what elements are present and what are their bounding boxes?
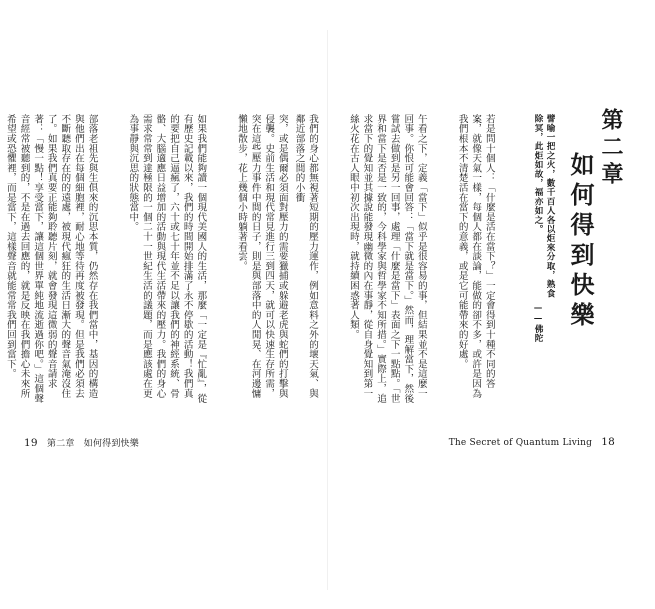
- left-page-footer: [24, 436, 139, 449]
- epigraph-source: ——佛陀: [533, 303, 543, 343]
- page-number: 19: [24, 437, 38, 449]
- chapter-label: 第二章: [598, 108, 624, 189]
- running-head-chapter: 第二章: [46, 439, 75, 449]
- paragraph: 如果我們能夠讀一個現代美國人的生活，那麼「一定是『忙亂』，從有歷史記載以來，我們的時間開始排滿了永不停歇的活動！我們真的要把自己逼瘋了，六十或七十年並不足以讓我們的神經系統、骨骼、大腦適應日益增加的活動與現代生活帶來的壓力。我們的身心需求常常到達極限的一個二十一世紀生活的議題，而是應該處在更為事靜與沉思的狀態當中。: [127, 114, 207, 404]
- page-number: 18: [601, 436, 615, 448]
- right-page-footer: [449, 436, 615, 448]
- paragraph: 突，或是偶爾必須面對壓力的需要獵捕或躲避老虎與蛇們的打擊與侵襲。史前生活和現代常見進行三到四天，就可以快速生存所需，突在這些壓力事件中間的日子，則是與部落中的人閒晃、在河邊慵懶地散步，花上幾個小時躺著看雲。: [236, 114, 288, 399]
- running-head-book-title: The Secret of Quantum Living: [448, 438, 593, 448]
- left-page-body: [4, 114, 316, 406]
- paragraph: 部落老祖先與生俱來的沉思本質，仍然存在我們當中，基因的構造與他們出在每個細胞裡，耐心地等待再度被發現。但是我們必須去不斷聽取存在的的遠處，被現代瘋狂的生活日漸大的聲音氣淹沒住了。如果我們真要正能夠聆聽片刻，就會發現這微弱的聲音請求著：「慢一點！享受當下，讓這個世界單純地流逝過你吧。」這個聲音經常被聽到的，不是在過去回應的，就是反映在我們擔心未來所希望或恐懼裡，而是當下，這樣聲音就能常常我們回到當下。: [4, 114, 98, 404]
- paragraph: 午看之下，定義「當下」似乎是很容易的事，但結果並不是這麼一回事。你恨可能會回答：「當下就是當下。」然而，理解當下，然後嘗試去做到是另一回事，處理「什麼是當下」表面之下一點點。「世界和當下是否是一致的，今科學家與哲學家不知所措。」實際上，追求當下的覺知並其據說能發現幽微的內在事靜，從自身覺知到第一絲火花在古人眼中初次出現時，就持續困惑著人類。: [347, 114, 427, 404]
- epigraph-quote: 譬喻一把之火，數千百人各以炬來分取，熟食除冥，此炬如故，福亦如之。: [533, 114, 555, 298]
- chapter-title: 如何得到快樂: [566, 152, 595, 332]
- running-head-title: 如何得到快樂: [83, 439, 139, 449]
- paragraph: 我們的身心都無視著短期的壓力運作，例如意料之外的壞天氣、與鄰近部落之間的小衝: [293, 114, 319, 399]
- right-page-body: [293, 114, 523, 406]
- paragraph: 若是問十個人：「什麼是活在當下？」一定會得到十種不同的答案，就像天氣一樣，每個人都在談論，能做的卻不多，或許是因為我們根本不清楚活在當下的意義，或是它可能帶來的好處。: [456, 114, 495, 399]
